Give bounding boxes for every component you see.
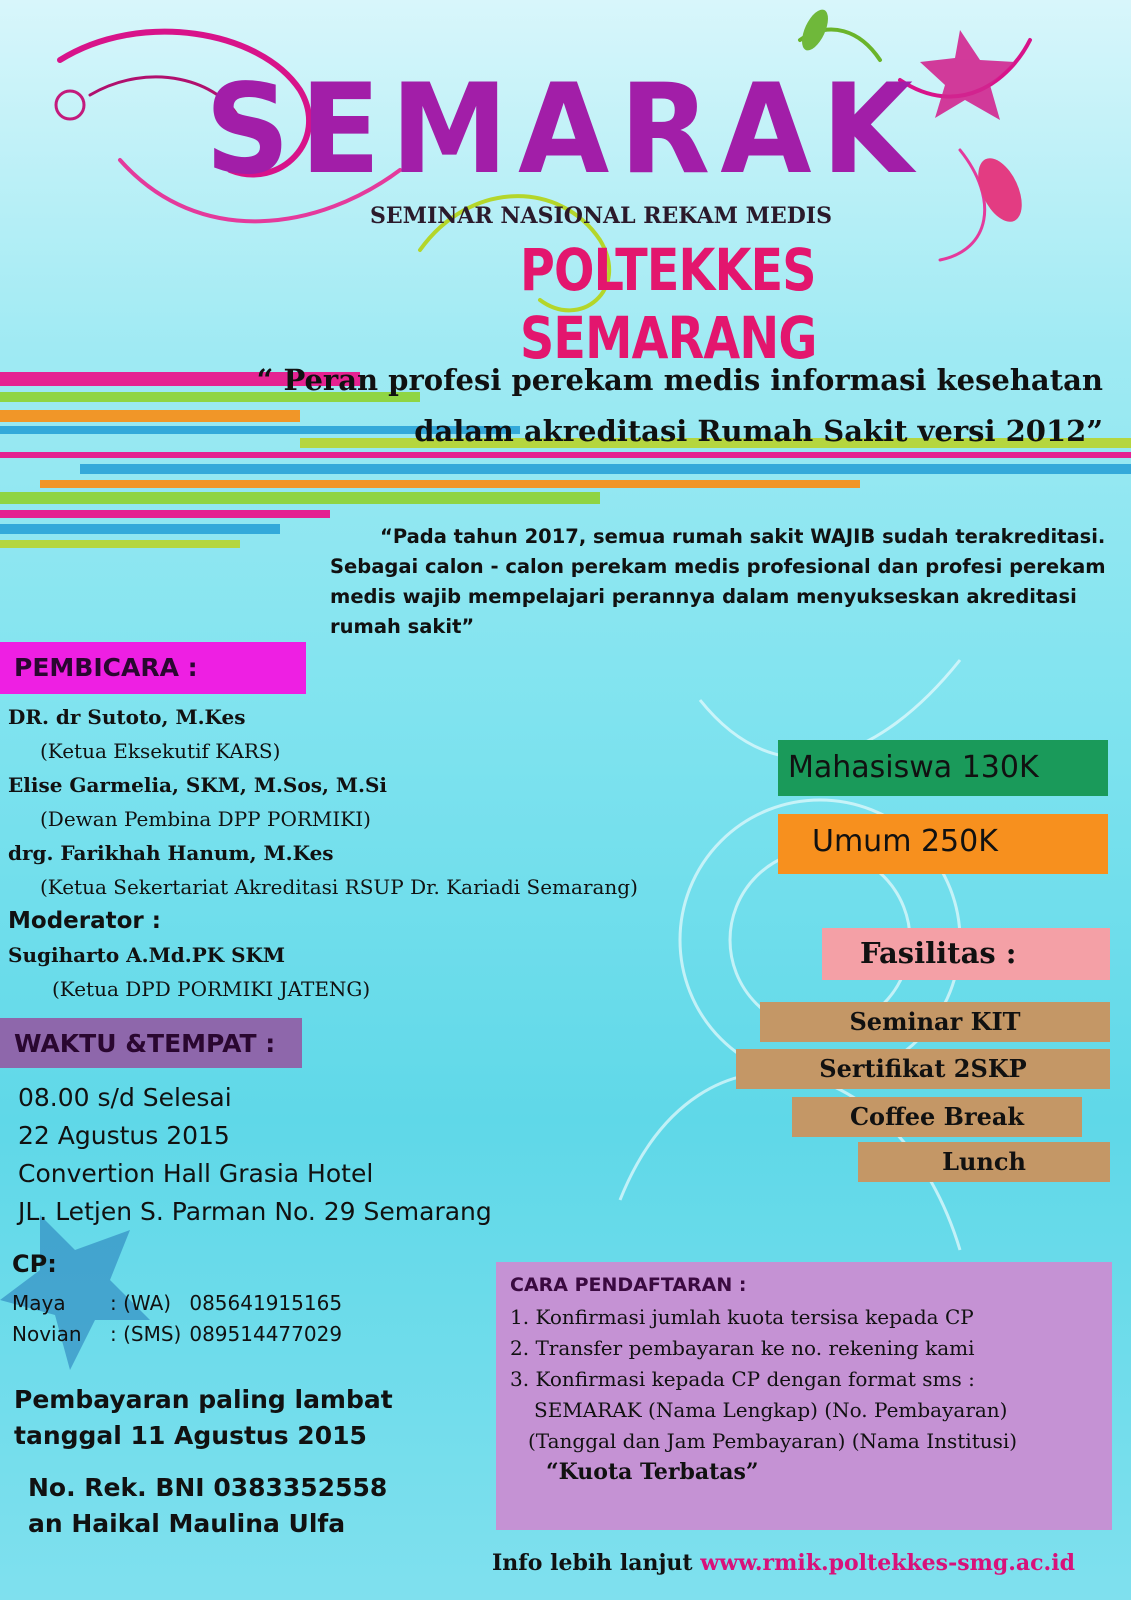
registration-box (496, 1262, 1112, 1530)
facility-item: Lunch (858, 1142, 1110, 1182)
speaker-name: DR. dr Sutoto, M.Kes (8, 705, 246, 729)
quote-line: rumah sakit” (330, 615, 475, 638)
contact-number[interactable]: 085641915165 (189, 1291, 343, 1315)
website-link[interactable]: www.rmik.poltekkes-smg.ac.id (700, 1550, 1075, 1576)
account-holder: an Haikal Maulina Ulfa (28, 1509, 346, 1538)
seminar-theme (257, 355, 1103, 457)
student-price: Mahasiswa 130K (788, 750, 1039, 785)
speaker-role: (Ketua Eksekutif KARS) (40, 739, 281, 763)
schedule-heading-bar (0, 1018, 302, 1068)
registration-steps (510, 1302, 1017, 1488)
facility-item: Seminar KIT (760, 1002, 1110, 1042)
account-number: No. Rek. BNI 0383352558 (28, 1473, 388, 1502)
deadline-line: tanggal 11 Agustus 2015 (14, 1421, 367, 1450)
event-address: JL. Letjen S. Parman No. 29 Semarang (18, 1197, 492, 1226)
speaker-role: (Dewan Pembina DPP PORMIKI) (40, 807, 371, 831)
quota-note: “Kuota Terbatas” (546, 1459, 759, 1485)
registration-step: 1. Konfirmasi jumlah kuota tersisa kepada CP (510, 1305, 974, 1329)
event-title: SEMARAK (205, 56, 923, 202)
institution-name: POLTEKKES SEMARANG (520, 236, 817, 372)
event-subtitle: SEMINAR NASIONAL REKAM MEDIS (370, 203, 832, 229)
footer-info (492, 1550, 1075, 1576)
quote-line: “Pada tahun 2017, semua rumah sakit WAJIB sudah terakreditasi. (380, 525, 1106, 548)
registration-step: 2. Transfer pembayaran ke no. rekening kami (510, 1336, 975, 1360)
footer-label: Info lebih lanjut (492, 1550, 693, 1576)
facility-item: Sertifikat 2SKP (736, 1049, 1110, 1089)
student-price-badge (778, 740, 1108, 796)
bank-account (28, 1470, 387, 1542)
contact-row (12, 1319, 350, 1350)
general-price-badge (778, 814, 1108, 874)
registration-heading: CARA PENDAFTARAN : (510, 1274, 747, 1296)
event-time: 08.00 s/d Selesai (18, 1083, 232, 1112)
contact-row (12, 1288, 350, 1319)
sms-format: SEMARAK (Nama Lengkap) (No. Pembayaran) (534, 1398, 1008, 1422)
general-price: Umum 250K (812, 824, 998, 859)
contact-list (12, 1288, 350, 1350)
moderator-role: (Ketua DPD PORMIKI JATENG) (52, 977, 371, 1001)
contact-heading: CP: (12, 1250, 57, 1278)
quote-line: Sebagai calon - calon perekam medis profesional dan profesi perekam (330, 555, 1106, 578)
sms-format: (Tanggal dan Jam Pembayaran) (Nama Institusi) (528, 1429, 1018, 1453)
contact-via: : (WA) (110, 1291, 172, 1315)
speakers-list (8, 700, 638, 1006)
moderator-name: Sugiharto A.Md.PK SKM (8, 943, 286, 967)
speaker-name: drg. Farikhah Hanum, M.Kes (8, 841, 334, 865)
contact-number[interactable]: 089514477029 (189, 1322, 343, 1346)
facility-item: Coffee Break (792, 1097, 1082, 1137)
intro-quote (330, 522, 1120, 642)
schedule-details (18, 1079, 492, 1231)
facilities-heading-bar (822, 928, 1110, 980)
payment-deadline (14, 1382, 393, 1454)
speakers-heading: PEMBICARA : (14, 653, 198, 682)
schedule-heading: WAKTU &TEMPAT : (14, 1029, 276, 1058)
deadline-line: Pembayaran paling lambat (14, 1385, 393, 1414)
speaker-name: Elise Garmelia, SKM, M.Sos, M.Si (8, 773, 388, 797)
theme-line: “ Peran profesi perekam medis informasi kesehatan (256, 363, 1103, 397)
event-date: 22 Agustus 2015 (18, 1121, 230, 1150)
contact-name: Maya (12, 1291, 66, 1315)
theme-line: dalam akreditasi Rumah Sakit versi 2012” (414, 414, 1103, 448)
speaker-role: (Ketua Sekertariat Akreditasi RSUP Dr. Kariadi Semarang) (40, 875, 638, 899)
contact-name: Novian (12, 1322, 82, 1346)
facilities-heading: Fasilitas : (860, 936, 1017, 970)
moderator-heading: Moderator : (8, 908, 161, 934)
speakers-heading-bar (0, 642, 306, 694)
quote-line: medis wajib mempelajari perannya dalam menyukseskan akreditasi (330, 585, 1077, 608)
contact-via: : (SMS) (110, 1322, 182, 1346)
event-venue: Convertion Hall Grasia Hotel (18, 1159, 374, 1188)
registration-step: 3. Konfirmasi kepada CP dengan format sms : (510, 1367, 975, 1391)
